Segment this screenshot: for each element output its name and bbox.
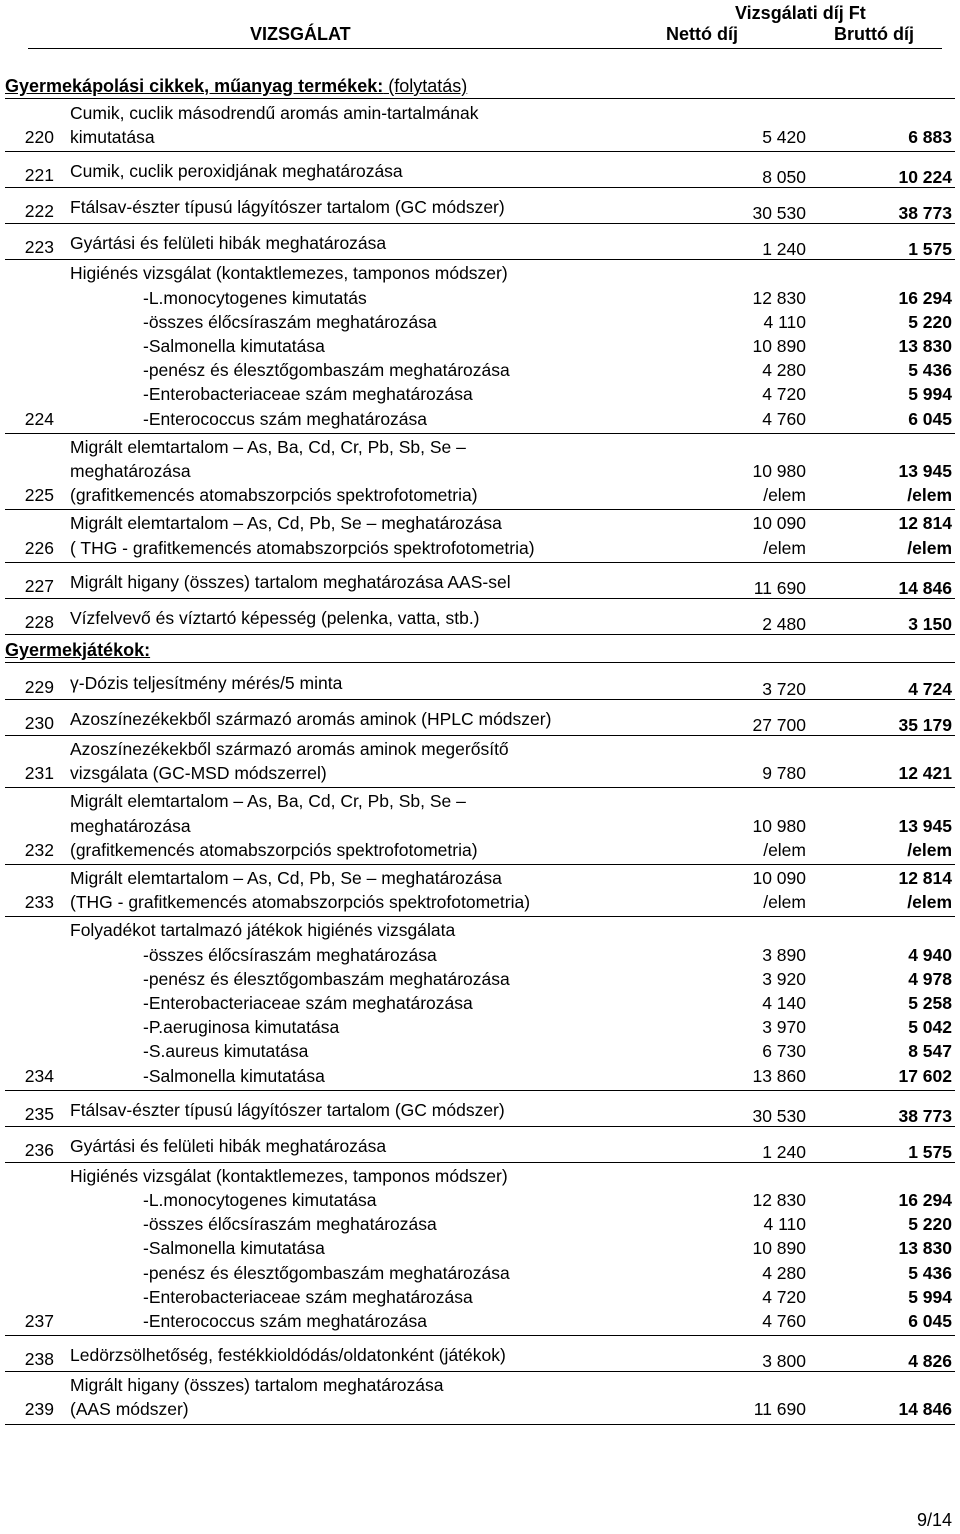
row-subitem-net-price: 4 720: [762, 1286, 806, 1307]
row-description: Gyártási és felületi hibák meghatározása: [70, 1135, 387, 1156]
row-description: Cumik, cuclik másodrendű aromás amin-tartalmának: [70, 103, 479, 123]
row-subitem-gross-price: 6 045: [908, 408, 952, 429]
row-subitem-label: -Enterobacteriaceae szám meghatározása: [143, 1286, 473, 1307]
row-divider: [5, 1162, 955, 1163]
row-description: meghatározása: [70, 461, 191, 481]
row-description: (THG - grafitkemencés atomabszorpciós spektrofotometria): [70, 892, 531, 913]
row-net-price: 8 050: [762, 167, 806, 188]
row-divider: [5, 151, 955, 152]
row-divider: [5, 259, 955, 260]
row-divider: [5, 598, 955, 599]
row-subitem-gross-price: 5 436: [908, 1262, 952, 1283]
row-subitem-net-price: 12 830: [752, 1190, 806, 1210]
row-subitem-net-price: 4 110: [763, 1214, 806, 1235]
row-gross-price: 12 814: [898, 513, 952, 534]
row-subitem-net-price: 10 890: [752, 1238, 806, 1259]
row-subitem-gross-price: 16 294: [898, 1190, 952, 1210]
row-description: kimutatása: [70, 127, 155, 148]
column-header-fee: Vizsgálati díj Ft: [735, 3, 866, 23]
row-divider: [5, 562, 955, 563]
row-description: Vízfelvevő és víztartó képesség (pelenka, vatta, stb.): [70, 607, 480, 628]
row-subitem-label: -Salmonella kimutatása: [143, 1065, 325, 1086]
row-number: 224: [24, 408, 54, 429]
row-subitem-net-price: 13 860: [752, 1065, 806, 1086]
row-gross-unit: /elem: [907, 839, 952, 860]
row-net-price: 5 420: [762, 127, 806, 148]
row-description: Migrált elemtartalom – As, Cd, Pb, Se – meghatározása: [70, 513, 502, 534]
row-number: 220: [24, 127, 54, 148]
row-subitem-label: -L.monocytogenes kimutatása: [143, 1190, 377, 1210]
row-description: (AAS módszer): [70, 1399, 189, 1420]
row-number: 227: [24, 575, 54, 596]
page-number: 9/14: [916, 1510, 952, 1530]
row-divider: [5, 1090, 955, 1091]
row-description: ( THG - grafitkemencés atomabszorpciós spektrofotometria): [70, 537, 535, 558]
row-number: 228: [24, 611, 54, 632]
row-net-price: 11 690: [753, 577, 806, 598]
row-number: 230: [24, 713, 54, 733]
row-divider: [5, 787, 955, 788]
row-divider: [5, 735, 955, 736]
row-subitem-net-price: 12 830: [752, 287, 806, 308]
row-subitem-label: -L.monocytogenes kimutatás: [143, 287, 367, 308]
row-subitem-gross-price: 16 294: [898, 287, 952, 308]
row-divider: [5, 98, 955, 99]
row-number: 221: [24, 165, 54, 186]
row-subitem-gross-price: 5 436: [908, 360, 952, 381]
row-net-price: 10 090: [752, 868, 806, 888]
row-subitem-label: -P.aeruginosa kimutatása: [143, 1017, 340, 1038]
row-description: Migrált elemtartalom – As, Cd, Pb, Se – meghatározása: [70, 868, 502, 888]
row-subitem-label: -Salmonella kimutatása: [143, 1238, 325, 1259]
row-subitem-label: -Enterobacteriaceae szám meghatározása: [143, 384, 473, 405]
row-subitem-gross-price: 13 830: [898, 336, 952, 356]
row-divider: [5, 1335, 955, 1336]
header-divider: [28, 48, 942, 49]
row-number: 235: [24, 1103, 54, 1124]
row-net-price: 30 530: [752, 1105, 806, 1126]
row-description: meghatározása: [70, 815, 191, 836]
row-divider: [5, 223, 955, 224]
row-subitem-net-price: 10 890: [752, 336, 806, 356]
row-gross-unit: /elem: [907, 485, 952, 506]
row-gross-price: 4 724: [908, 679, 952, 699]
row-subitem-gross-price: 4 940: [908, 944, 952, 965]
row-number: 234: [24, 1065, 54, 1086]
row-subitem-label: -Enterococcus szám meghatározása: [143, 408, 428, 429]
row-subitem-label: -penész és élesztőgombaszám meghatározása: [143, 968, 510, 989]
row-net-price: 9 780: [762, 763, 806, 784]
row-subitem-net-price: 4 760: [762, 1311, 806, 1331]
row-subitem-net-price: 4 760: [762, 408, 806, 429]
row-net-price: 3 800: [762, 1351, 806, 1372]
row-description: Migrált elemtartalom – As, Ba, Cd, Cr, Pb, Sb, Se –: [70, 791, 466, 812]
row-number: 225: [24, 485, 54, 506]
row-gross-price: 35 179: [898, 715, 952, 735]
row-gross-price: 12 814: [898, 868, 952, 888]
column-header-test: VIZSGÁLAT: [250, 24, 351, 44]
row-subitem-net-price: 4 280: [762, 1262, 806, 1283]
row-gross-price: 10 224: [898, 167, 952, 188]
row-description: Ftálsav-észter típusú lágyítószer tartalom (GC módszer): [70, 1099, 505, 1120]
row-gross-price: 14 846: [898, 1399, 952, 1420]
row-subitem-gross-price: 8 547: [908, 1041, 952, 1062]
row-gross-price: 4 826: [908, 1351, 952, 1372]
row-divider: [5, 1371, 955, 1372]
row-number: 239: [24, 1399, 54, 1420]
row-description: Migrált higany (összes) tartalom meghatározása AAS-sel: [70, 571, 511, 592]
row-gross-price: 1 575: [908, 239, 952, 260]
row-subitem-label: -penész és élesztőgombaszám meghatározása: [143, 1262, 510, 1283]
row-subitem-net-price: 3 920: [762, 968, 806, 989]
row-subitem-label: -penész és élesztőgombaszám meghatározása: [143, 360, 510, 381]
row-net-price: 10 980: [752, 461, 806, 481]
row-subitem-net-price: 4 140: [762, 993, 806, 1013]
row-subitem-net-price: 6 730: [762, 1041, 806, 1062]
row-subitem-gross-price: 6 045: [908, 1311, 952, 1331]
row-gross-price: 14 846: [898, 577, 952, 598]
row-subitem-net-price: 4 280: [762, 360, 806, 381]
row-description: Folyadékot tartalmazó játékok higiénés vizsgálata: [70, 920, 456, 941]
row-description: Higiénés vizsgálat (kontaktlemezes, tamponos módszer): [70, 1165, 508, 1186]
row-description: (grafitkemencés atomabszorpciós spektrofotometria): [70, 839, 478, 860]
row-net-price: 27 700: [752, 715, 806, 735]
row-gross-price: 6 883: [908, 127, 952, 148]
row-subitem-gross-price: 5 994: [908, 1286, 952, 1307]
row-subitem-label: -Salmonella kimutatása: [143, 336, 325, 356]
row-divider: [5, 1126, 955, 1127]
row-subitem-net-price: 4 720: [762, 384, 806, 405]
row-number: 226: [24, 537, 54, 558]
row-description: Azoszínezékekből származó aromás aminok (HPLC módszer): [70, 709, 552, 729]
row-divider: [5, 509, 955, 510]
row-subitem-gross-price: 5 258: [908, 993, 952, 1013]
row-divider: [5, 433, 955, 434]
row-subitem-net-price: 4 110: [763, 311, 806, 332]
row-subitem-gross-price: 5 220: [908, 311, 952, 332]
row-divider: [5, 864, 955, 865]
row-subitem-label: -összes élőcsíraszám meghatározása: [143, 311, 437, 332]
row-description: Ledörzsölhetőség, festékkioldódás/oldatonként (játékok): [70, 1345, 506, 1366]
row-subitem-net-price: 3 970: [762, 1017, 806, 1038]
row-net-price: 10 090: [752, 513, 806, 534]
row-number: 238: [24, 1349, 54, 1370]
row-net-price: 3 720: [762, 679, 806, 699]
row-description: Azoszínezékekből származó aromás aminok megerősítő: [70, 739, 509, 759]
row-number: 237: [24, 1311, 54, 1331]
row-divider: [5, 187, 955, 188]
section-title: [5, 640, 150, 661]
row-description: vizsgálata (GC-MSD módszerrel): [70, 763, 327, 784]
row-description: γ-Dózis teljesítmény mérés/5 minta: [70, 673, 343, 693]
row-number: 223: [24, 237, 54, 258]
row-description: (grafitkemencés atomabszorpciós spektrofotometria): [70, 485, 478, 506]
row-gross-price: 13 945: [898, 461, 952, 481]
section-title-suffix: (folytatás): [383, 76, 468, 96]
row-description: Migrált elemtartalom – As, Ba, Cd, Cr, Pb, Sb, Se –: [70, 436, 466, 457]
row-subitem-label: -S.aureus kimutatása: [143, 1041, 309, 1062]
row-gross-price: 38 773: [898, 203, 952, 224]
row-subitem-label: -összes élőcsíraszám meghatározása: [143, 1214, 437, 1235]
column-header-net: Nettó díj: [666, 24, 738, 44]
row-subitem-label: -összes élőcsíraszám meghatározása: [143, 944, 437, 965]
row-number: 229: [24, 677, 54, 697]
row-net-unit: /elem: [763, 537, 806, 558]
row-divider: [5, 634, 955, 635]
row-net-price: 10 980: [752, 815, 806, 836]
row-gross-price: 38 773: [898, 1105, 952, 1126]
row-net-price: 30 530: [752, 203, 806, 224]
row-number: 233: [24, 892, 54, 913]
row-subitem-label: -Enterobacteriaceae szám meghatározása: [143, 993, 473, 1013]
row-gross-price: 13 945: [898, 815, 952, 836]
row-net-price: 2 480: [762, 613, 806, 634]
row-subitem-gross-price: 4 978: [908, 968, 952, 989]
row-description: Ftálsav-észter típusú lágyítószer tartalom (GC módszer): [70, 197, 505, 218]
row-subitem-gross-price: 13 830: [898, 1238, 952, 1259]
row-gross-unit: /elem: [907, 892, 952, 913]
row-divider: [5, 662, 955, 663]
row-number: 236: [24, 1139, 54, 1160]
row-net-price: 1 240: [762, 1141, 806, 1162]
row-gross-unit: /elem: [907, 537, 952, 558]
row-net-unit: /elem: [763, 485, 806, 506]
section-title-text: Gyermekápolási cikkek, műanyag termékek:: [5, 76, 384, 96]
row-gross-price: 3 150: [908, 613, 952, 634]
section-title-text: Gyermekjátékok:: [5, 640, 151, 660]
row-description: Higiénés vizsgálat (kontaktlemezes, tamponos módszer): [70, 263, 508, 284]
row-net-price: 1 240: [762, 239, 806, 260]
row-gross-price: 12 421: [898, 763, 952, 784]
row-description: Gyártási és felületi hibák meghatározása: [70, 233, 387, 254]
row-description: Migrált higany (összes) tartalom meghatározása: [70, 1375, 444, 1396]
column-header-gross: Bruttó díj: [834, 24, 914, 44]
row-subitem-gross-price: 5 042: [908, 1017, 952, 1038]
row-subitem-gross-price: 5 994: [908, 384, 952, 405]
section-title: [5, 76, 467, 97]
row-gross-price: 1 575: [908, 1141, 952, 1162]
row-subitem-net-price: 3 890: [762, 944, 806, 965]
row-divider: [5, 916, 955, 917]
row-net-unit: /elem: [763, 839, 806, 860]
row-number: 222: [24, 201, 54, 222]
row-number: 231: [24, 763, 54, 784]
row-net-unit: /elem: [763, 892, 806, 913]
row-divider: [5, 1424, 955, 1425]
row-description: Cumik, cuclik peroxidjának meghatározása: [70, 161, 403, 182]
row-divider: [5, 699, 955, 700]
row-number: 232: [24, 839, 54, 860]
row-net-price: 11 690: [753, 1399, 806, 1420]
row-subitem-gross-price: 5 220: [908, 1214, 952, 1235]
row-subitem-gross-price: 17 602: [898, 1065, 952, 1086]
row-subitem-label: -Enterococcus szám meghatározása: [143, 1311, 428, 1331]
